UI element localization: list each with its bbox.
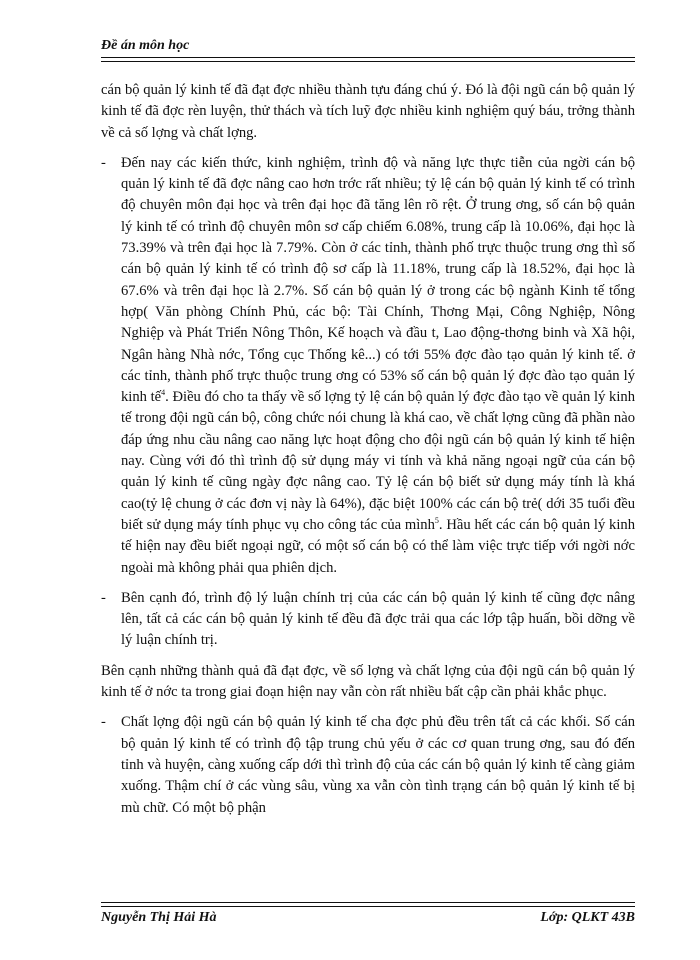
footnote-ref-4: 4 [161, 388, 166, 398]
footer-class: Lớp: QLKT 43B [540, 910, 635, 925]
footnote-ref-5: 5 [434, 516, 439, 526]
page-header-title: Đề án môn học [101, 38, 190, 53]
bullet-dash: - [101, 714, 106, 731]
bullet-quality [101, 712, 635, 818]
bullet-political-theory [101, 588, 635, 652]
bullet-dash: - [101, 589, 106, 606]
footer-author: Nguyễn Thị Hải Hà [101, 910, 217, 925]
document-body [101, 80, 635, 828]
bullet-text-part3: . Hầu hết các cán bộ quản lý kinh tế hiện nay đều biết ngoại ngữ, có một số cán bộ có thể làm việc trực tiếp với ngời nớc ngoài mà không phải qua phiên dịch. [121, 516, 635, 576]
footer-rule [101, 902, 635, 907]
paragraph-intro: cán bộ quản lý kinh tế đã đạt đợc nhiều thành tựu đáng chú ý. Đó là đội ngũ cán bộ quản lý kinh tế đã đợc rèn luyện, thử thách và tích luỹ đợc nhiều kinh nghiệm quý báu, trởng thành về cả số lợng và chất lợng. [101, 82, 635, 141]
bullet-text-part1: Đến nay các kiến thức, kinh nghiệm, trình độ và năng lực thực tiễn của ngời cán bộ quản lý kinh tế đã đợc nâng cao hơn trớc rất nhiều; tỷ lệ cán bộ quản lý kinh tế có trình độ chuyên môn đại học và trên đại học đã tăng lên rõ rệt. Ở trung ơng, số cán bộ quản lý kinh tế có trình độ chuyên môn sơ cấp chiếm 6.08%, trung cấp là 10.06%, đại học là 73.39% và trên đại học là 7.79%. Còn ở các tỉnh, thành phố trực thuộc trung ơng thì số cán bộ quản lý kinh tế có trình độ sơ cấp là 11.18%, trung cấp là 18.52%, đại học là 67.6% và trên đại học là 2.7%. Số cán bộ quản lý ở trong các bộ ngành Kinh tế tổng hợp( Văn phòng Chính Phủ, các bộ: Tài Chính, Thơng Mại, Công Nghiệp, Nông Nghiệp và Phát Triển Nông Thôn, Kế hoạch và đầu t, Lao động-thơng binh và Xã hội, Ngân hàng Nhà nớc, Tổng cục Thống kê...) có tới 55% đợc đào tạo quản lý kinh tế. ở các tỉnh, thành phố trực thuộc trung ơng có 53% số cán bộ quản lý đợc đào tạo quản lý kinh tế [121, 154, 635, 406]
bullet-text-part2: . Điều đó cho ta thấy về số lợng tỷ lệ cán bộ quản lý đợc đào tạo về quản lý kinh tế trong đội ngũ cán bộ, công chức nói chung là khá cao, về chất lợng cũng đã phần nào đáp ứng nhu cầu nâng cao năng lực hoạt động cho đội ngũ cán bộ quản lý kinh tế hiện nay. Cùng với đó thì trình độ sử dụng máy vi tính và khả năng ngoại ngữ của cán bộ quản lý kinh tế cũng ngày đợc nâng cao. Tỷ lệ cán bộ biết sử dụng máy tính là khá cao(tỷ lệ chung ở các đơn vị này là 64%), đặc biệt 100% các cán bộ trẻ( dới 35 tuổi đều biết sử dụng máy tính phục vụ cho công tác của mình [121, 389, 635, 533]
bullet-dash: - [101, 154, 106, 171]
bullet-text: Chất lợng đội ngũ cán bộ quản lý kinh tế cha đợc phủ đều trên tất cả các khối. Số cán bộ quản lý kinh tế có trình độ tập trung chủ yếu ở các cơ quan trung ơng, sau đó đến tỉnh và huyện, càng xuống cấp dới thì trình độ của các cán bộ quản lý kinh tế càng giảm xuống. Thậm chí ở các vùng sâu, vùng xa vẫn còn tình trạng cán bộ quản lý kinh tế bị mù chữ. Có một bộ phận [121, 714, 635, 816]
bullet-knowledge [101, 153, 635, 579]
paragraph-shortcomings: Bên cạnh những thành quả đã đạt đợc, về số lợng và chất lợng của đội ngũ cán bộ quản lý kinh tế ở nớc ta trong giai đoạn hiện nay vẫn còn rất nhiều bất cập cần phải khắc phục. [101, 662, 635, 701]
header-rule [101, 57, 635, 62]
bullet-text: Bên cạnh đó, trình độ lý luận chính trị của các cán bộ quản lý kinh tế cũng đợc nâng lên, tất cả các cán bộ quản lý kinh tế đều đã đợc trải qua các lớp tập huấn, bồi dỡng về lý luận chính trị. [121, 589, 635, 649]
